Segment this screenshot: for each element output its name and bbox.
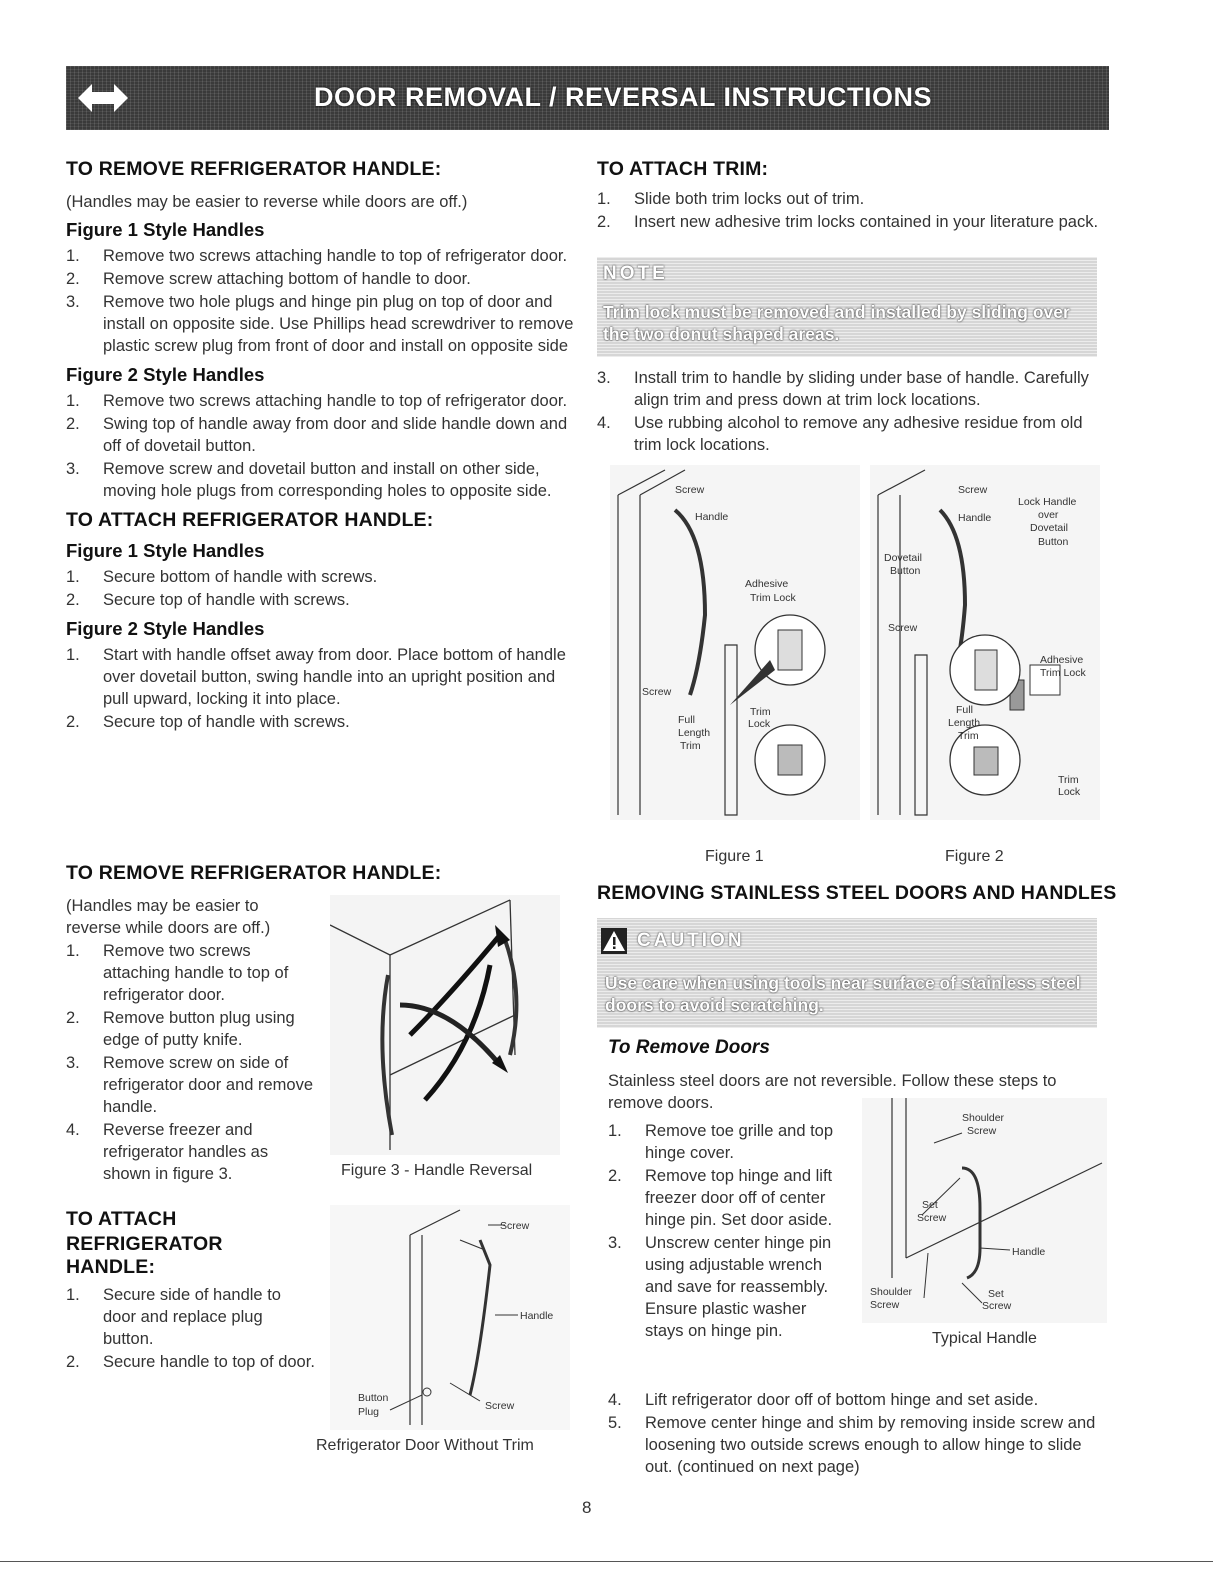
step-list bbox=[66, 245, 581, 357]
fig-label: Set bbox=[922, 1199, 938, 1211]
section-heading: TO ATTACH bbox=[66, 1208, 177, 1230]
list-item: 3. Unscrew center hinge pin using adjustable wrench and save for reassembly. Ensure plastic washer stays on hinge pin. bbox=[608, 1234, 832, 1340]
list-item: 2. Insert new adhesive trim locks contained in your literature pack. bbox=[597, 213, 1099, 231]
step-list bbox=[66, 644, 581, 733]
fig-label: Screw bbox=[967, 1125, 997, 1137]
list-item: 1. Remove two screws attaching handle to top of refrigerator door. bbox=[66, 247, 568, 265]
caution-title: CAUTION bbox=[637, 930, 745, 951]
subheading: Figure 2 Style Handles bbox=[66, 618, 265, 639]
warning-icon bbox=[601, 928, 627, 954]
double-arrow-icon bbox=[78, 80, 128, 116]
section-heading: REFRIGERATOR HANDLE: bbox=[66, 1233, 223, 1278]
list-item: 1. Remove two screws attaching handle to top of refrigerator door. bbox=[66, 942, 289, 1004]
fig-label: Button bbox=[1038, 536, 1069, 548]
list-item: 4. Lift refrigerator door off of bottom hinge and set aside. bbox=[608, 1391, 1039, 1409]
section-intro: (Handles may be easier to reverse while doors are off.) bbox=[66, 193, 468, 211]
fig-label: Adhesive bbox=[745, 578, 789, 590]
fig-label: Screw bbox=[888, 622, 918, 634]
fig-label: Screw bbox=[500, 1220, 530, 1232]
section-body bbox=[66, 895, 316, 1186]
fig-label: Trim bbox=[680, 740, 701, 752]
subheading: Figure 1 Style Handles bbox=[66, 219, 265, 240]
note-title: NOTE bbox=[603, 263, 668, 284]
fig-label: Set bbox=[988, 1288, 1004, 1300]
attach-trim-steps bbox=[597, 367, 1109, 457]
list-item: 1. Slide both trim locks out of trim. bbox=[597, 190, 865, 208]
section-heading: TO ATTACH TRIM: bbox=[597, 158, 769, 180]
list-item: 2. Secure top of handle with screws. bbox=[66, 713, 350, 731]
section-heading: TO REMOVE REFRIGERATOR HANDLE: bbox=[66, 158, 442, 180]
list-item: 2. Remove button plug using edge of putty knife. bbox=[66, 1009, 295, 1049]
figure-caption: Figure 2 bbox=[945, 848, 1004, 865]
fig-label: Lock bbox=[748, 718, 771, 730]
list-item: 1. Secure side of handle to door and replace plug button. bbox=[66, 1286, 281, 1348]
list-item: 4. Use rubbing alcohol to remove any adhesive residue from old trim lock locations. bbox=[597, 414, 1083, 454]
figure-caption: Figure 1 bbox=[705, 848, 764, 865]
figure-caption: Typical Handle bbox=[932, 1330, 1037, 1347]
list-item: 2. Swing top of handle away from door and slide handle down and off of dovetail button. bbox=[66, 415, 568, 455]
list-item: 2. Secure handle to top of door. bbox=[66, 1353, 315, 1371]
subheading: To Remove Doors bbox=[608, 1037, 770, 1058]
fig-label: Screw bbox=[642, 686, 672, 698]
section-intro: (Handles may be easier to reverse while doors are off.) bbox=[66, 897, 271, 937]
step-list bbox=[66, 1284, 316, 1373]
caution-box bbox=[597, 918, 1097, 1028]
page-number: 8 bbox=[582, 1498, 592, 1517]
list-item: 1. Start with handle offset away from door. Place bottom of handle over dovetail button, swing handle into an upright position and pull upward, locking it into place. bbox=[66, 646, 566, 708]
fig-label: Shoulder bbox=[870, 1286, 913, 1298]
note-text: Trim lock must be removed and installed by sliding over the two donut shaped areas. bbox=[603, 302, 1070, 344]
figure-caption: Figure 3 - Handle Reversal bbox=[341, 1162, 533, 1179]
fig-label: Screw bbox=[870, 1299, 900, 1311]
fig-label: Handle bbox=[520, 1310, 554, 1322]
trim-figure-1 bbox=[610, 465, 860, 820]
fig-label: Handle bbox=[1012, 1246, 1046, 1258]
list-item: 3. Install trim to handle by sliding under base of handle. Carefully align trim and press down at trim lock locations. bbox=[597, 369, 1089, 409]
fig-label: Button bbox=[358, 1392, 389, 1404]
fig-label: Screw bbox=[958, 484, 988, 496]
fig-label: Full bbox=[956, 704, 973, 716]
list-item: 2. Remove top hinge and lift freezer door off of center hinge pin. Set door aside. bbox=[608, 1167, 833, 1229]
attach-trim-section bbox=[597, 158, 1109, 234]
step-list bbox=[597, 188, 1109, 233]
fig-label: Adhesive bbox=[1040, 654, 1084, 666]
typical-handle-figure bbox=[862, 1098, 1107, 1323]
step-list bbox=[608, 1120, 848, 1342]
fig-label: Trim Lock bbox=[750, 592, 796, 604]
fig-label: Screw bbox=[982, 1300, 1012, 1312]
trim-figure-2 bbox=[870, 465, 1100, 820]
fig-label: Screw bbox=[917, 1212, 947, 1224]
fig-label: Handle bbox=[958, 512, 992, 524]
stainless-steps bbox=[608, 1120, 848, 1343]
section-body bbox=[66, 1208, 316, 1374]
list-item: 5. Remove center hinge and shim by removing inside screw and loosening two outside screws enough to allow hinge to slide out. (continued on next page) bbox=[608, 1414, 1096, 1476]
step-list bbox=[608, 1389, 1108, 1478]
fig-label: Button bbox=[890, 565, 921, 577]
stainless-steps-wide bbox=[608, 1389, 1108, 1479]
list-item: 4. Reverse freezer and refrigerator handles as shown in figure 3. bbox=[66, 1121, 269, 1183]
fig-label: Lock bbox=[1058, 786, 1081, 798]
list-item: 2. Remove screw attaching bottom of handle to door. bbox=[66, 270, 471, 288]
fig-label: Trim bbox=[750, 706, 771, 718]
fig-label: Plug bbox=[358, 1406, 380, 1418]
section-banner bbox=[66, 66, 1109, 130]
footer-divider bbox=[0, 1561, 1213, 1562]
subheading: Figure 2 Style Handles bbox=[66, 364, 265, 385]
fig-label: Trim bbox=[958, 730, 979, 742]
fig-label: Screw bbox=[675, 484, 705, 496]
fig-label: Dovetail bbox=[884, 552, 922, 564]
list-item: 1. Remove toe grille and top hinge cover. bbox=[608, 1122, 834, 1162]
list-item: 1. Remove two screws attaching handle to top of refrigerator door. bbox=[66, 392, 568, 410]
note-box bbox=[597, 257, 1097, 357]
door-without-trim-figure bbox=[330, 1205, 570, 1430]
fig-label: Screw bbox=[485, 1400, 515, 1412]
handle-reversal-figure bbox=[330, 895, 560, 1155]
fig-label: Shoulder bbox=[962, 1112, 1005, 1124]
caution-text: Use care when using tools near surface of stainless steel doors to avoid scratching. bbox=[605, 973, 1081, 1015]
banner-title: DOOR REMOVAL / REVERSAL INSTRUCTIONS bbox=[314, 82, 933, 112]
section-intro: Stainless steel doors are not reversible. Follow these steps to remove doors. bbox=[608, 1072, 1057, 1112]
subheading: Figure 1 Style Handles bbox=[66, 540, 265, 561]
step-list bbox=[66, 940, 316, 1185]
list-item: 3. Remove screw and dovetail button and install on other side, moving hole plugs from corresponding holes to opposite side. bbox=[66, 460, 552, 500]
fig-label: Trim Lock bbox=[1040, 667, 1086, 679]
fig-label: Lock Handle bbox=[1018, 496, 1077, 508]
fig-label: over bbox=[1038, 509, 1059, 521]
left-column-top bbox=[66, 158, 581, 734]
section-heading: TO REMOVE REFRIGERATOR HANDLE: bbox=[66, 862, 442, 884]
fig-label: Full bbox=[678, 714, 695, 726]
step-list bbox=[66, 390, 581, 502]
fig-label: Handle bbox=[695, 511, 729, 523]
list-item: 1. Secure bottom of handle with screws. bbox=[66, 568, 378, 586]
section-heading: TO ATTACH REFRIGERATOR HANDLE: bbox=[66, 509, 434, 531]
fig-label: Length bbox=[948, 717, 981, 729]
step-list bbox=[66, 566, 581, 611]
list-item: 2. Secure top of handle with screws. bbox=[66, 591, 350, 609]
section-heading: REMOVING STAINLESS STEEL DOORS AND HANDLES bbox=[597, 882, 1117, 904]
list-item: 3. Remove two hole plugs and hinge pin plug on top of door and install on opposite side. Use Phillips head screwdriver to remove plastic screw plug from front of door and install on opposite side bbox=[66, 293, 574, 355]
figure-caption: Refrigerator Door Without Trim bbox=[316, 1437, 534, 1454]
fig-label: Trim bbox=[1058, 774, 1079, 786]
list-item: 3. Remove screw on side of refrigerator door and remove handle. bbox=[66, 1054, 314, 1116]
step-list bbox=[597, 367, 1109, 456]
fig-label: Length bbox=[678, 727, 711, 739]
fig-label: Dovetail bbox=[1030, 522, 1068, 534]
